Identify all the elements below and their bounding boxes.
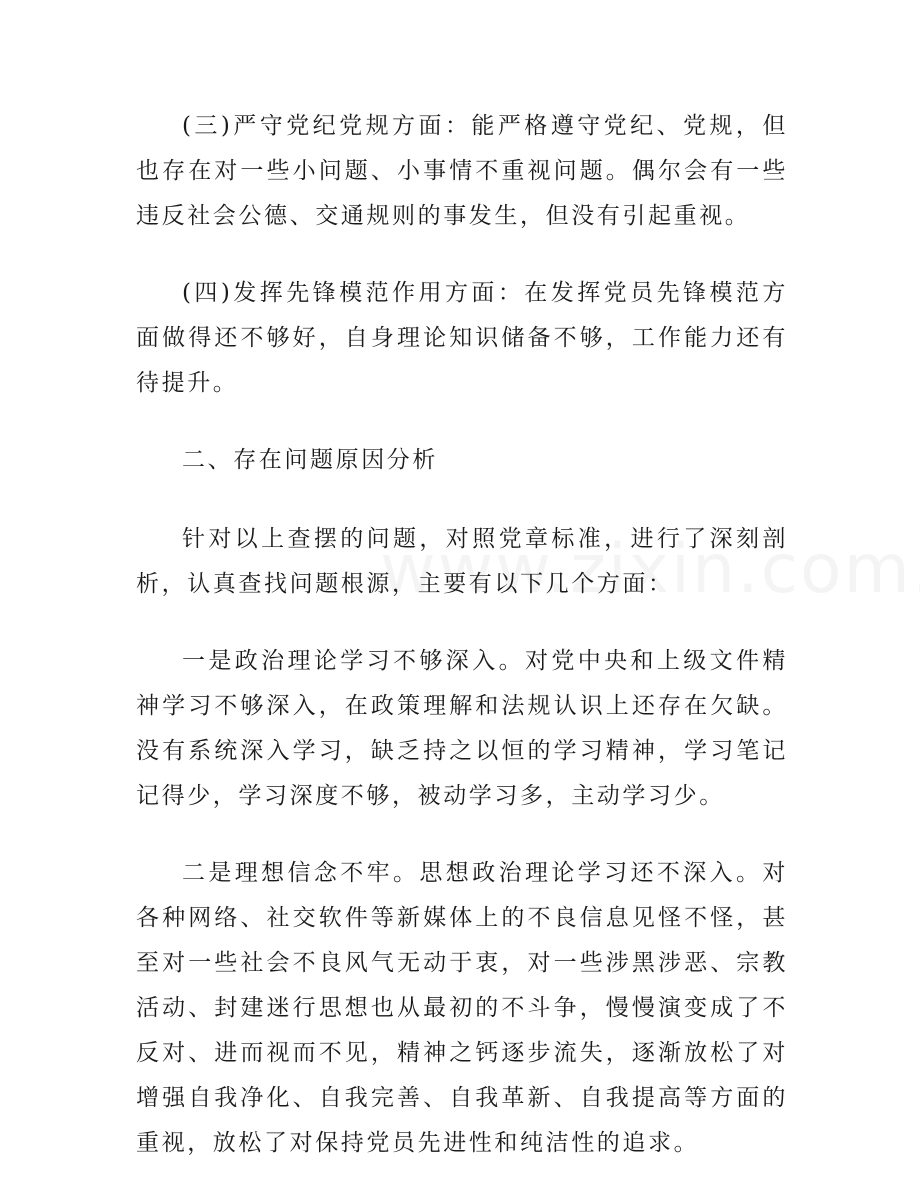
paragraph-ideals-beliefs: 二是理想信念不牢。思想政治理论学习还不深入。对各种网络、社交软件等新媒体上的不良信息见怪不怪，甚至对一些社会不良风气无动于衷，对一些涉黑涉恶、宗教活动、封建迷行思想也从最初的不斗争，慢慢演变成了不反对、进而视而不见，精神之钙逐步流失，逐渐放松了对增强自我净化、自我完善、自我革新、自我提高等方面的重视，放松了对保持党员先进性和纯洁性的追求。 (136, 860, 788, 1156)
section-heading-cause-analysis: 二、存在问题原因分析 (182, 447, 438, 473)
paragraph-political-theory: 一是政治理论学习不够深入。对党中央和上级文件精神学习不够深入，在政策理解和法规认识上还存在欠缺。没有系统深入学习，缺乏持之以恒的学习精神，学习笔记记得少，学习深度不够，被动学习多，主动学习少。 (136, 648, 788, 809)
paragraph-party-discipline: (三)严守党纪党规方面：能严格遵守党纪、党规，但也存在对一些小问题、小事情不重视问题。偶尔会有一些违反社会公德、交通规则的事发生，但没有引起重视。 (136, 113, 788, 229)
document-body (136, 104, 788, 1198)
paragraph-analysis-intro: 针对以上查摆的问题，对照党章标准，进行了深刻剖析，认真查找问题根源，主要有以下几个方面： (136, 526, 788, 597)
paragraph-exemplary-role: (四)发挥先锋模范作用方面：在发挥党员先锋模范方面做得还不够好，自身理论知识储备不够，工作能力还有待提升。 (136, 280, 788, 396)
